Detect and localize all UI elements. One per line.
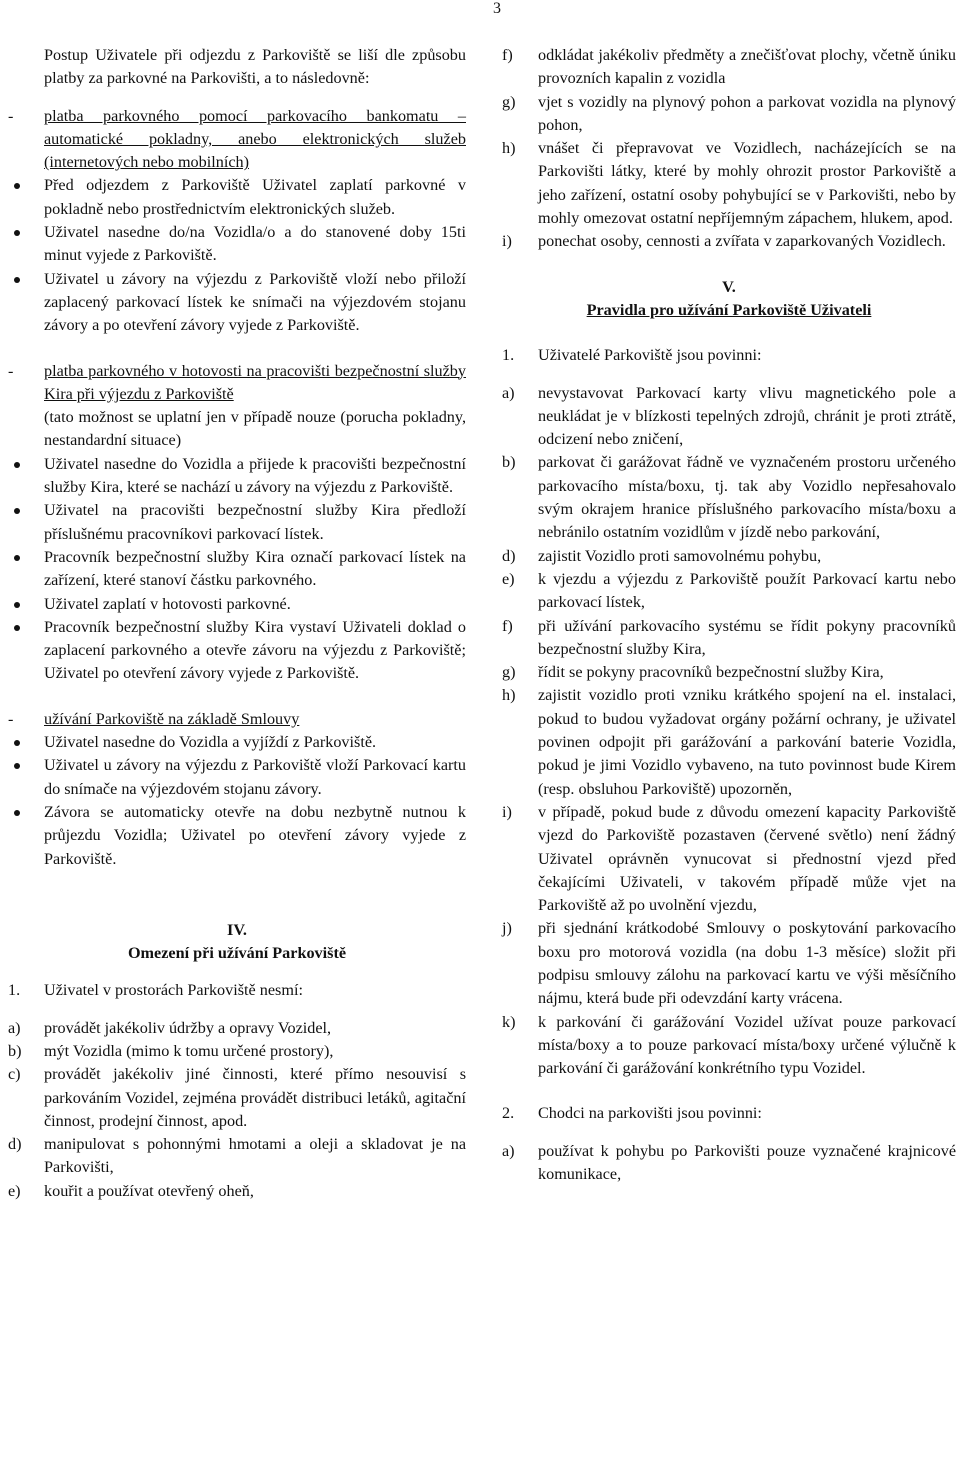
section-card-payment bbox=[8, 105, 466, 175]
list-item: a) používat k pohybu po Parkovišti pouze vyznačené krajnicové komunikace, bbox=[502, 1141, 956, 1184]
bullet-icon bbox=[14, 810, 20, 816]
list-item: a) provádět jakékoliv údržby a opravy Vozidel, bbox=[8, 1018, 332, 1037]
bullet-icon bbox=[14, 462, 20, 468]
bullet-icon bbox=[14, 625, 20, 631]
list-item: h) vnášet či přepravovat ve Vozidlech, nacházejících se na Parkovišti látky, které by mohly ohrozit prostor Parkoviště a jeho zařízení, ostatní osoby pohybující se v Parkovišti, nebo by mohly omezovat ostatní nepříjemným zápachem, hlukem, apod. bbox=[502, 139, 956, 228]
dash-marker: - bbox=[8, 709, 14, 728]
list-item: c) provádět jakékoliv jiné činnosti, které přímo nesouvisí s parkováním Vozidel, zejména provádět distribuci letáků, agitační činnost, prodejní činnost, apod. bbox=[8, 1065, 466, 1130]
list-item: Závora se automaticky otevře na dobu nezbytně nutnou k průjezdu Vozidla; Uživatel po otevření závory vyjede z Parkoviště. bbox=[8, 801, 466, 871]
section-note: (tato možnost se uplatní jen v případě nouze (porucha pokladny, nestandardní situace) bbox=[44, 408, 466, 450]
page-number: 3 bbox=[493, 0, 501, 17]
dash-marker: - bbox=[8, 361, 14, 380]
intro-paragraph: Postup Uživatele při odjezdu z Parkoviště se liší dle způsobu platby za parkovné na Parkovišti, a to následovně: bbox=[44, 46, 466, 88]
list-item: b) mýt Vozidla (mimo k tomu určené prostory), bbox=[8, 1041, 334, 1060]
list-item: Uživatel nasedne do/na Vozidla/o a do stanovené doby 15ti minut vyjede z Parkoviště. bbox=[8, 221, 466, 268]
list-item: Uživatel nasedne do Vozidla a vyjíždí z Parkoviště. bbox=[8, 731, 466, 754]
list-item: a) nevystavovat Parkovací karty vlivu magnetického pole a neukládat je v blízkosti tepelných zdrojů, chránit je proti ztrátě, odcizení nebo zničení, bbox=[502, 383, 956, 449]
bullet-icon bbox=[14, 230, 20, 236]
bullet-icon bbox=[14, 277, 20, 283]
section-contract-use bbox=[8, 708, 466, 731]
bullet-icon bbox=[14, 183, 20, 189]
section-heading-roman: IV. bbox=[227, 920, 247, 939]
list-item: Pracovník bezpečnostní služby Kira označí parkovací lístek na zařízení, které stanoví částku parkovného. bbox=[8, 546, 466, 593]
list-item: k) k parkování či garážování Vozidel užívat pouze parkovací místa/boxy a to pouze parkovací místa/boxy určené výlučně k parkování či garážování konkrétního typu Vozidel. bbox=[502, 1012, 956, 1078]
list-item: Uživatel u závory na výjezdu z Parkoviště vloží Parkovací kartu do snímače na výjezdovém stojanu závory. bbox=[8, 754, 466, 801]
list-item: e) k vjezdu a výjezdu z Parkoviště použít Parkovací kartu nebo parkovací lístek, bbox=[502, 569, 956, 612]
numbered-point: 1. Uživatelé Parkoviště jsou povinni: bbox=[502, 346, 762, 365]
list-item: d) manipulovat s pohonnými hmotami a oleji a skladovat je na Parkovišti, bbox=[8, 1135, 466, 1177]
list-item: b) parkovat či garážovat řádně ve vyznačeném prostoru určeného parkovacího místa/boxu, tj. tak aby Vozidlo nepřesahovalo svým okrajem hranice příslušného parkovacího místa/boxu a nebránilo ostatním vozidlům v jízdě nebo parkování, bbox=[502, 453, 956, 542]
list-item: h) zajistit vozidlo proti vzniku krátkého spojení na el. instalaci, pokud to budou vyžadovat orgány požární ochrany, je uživatel povinen odpojit při garážování a parkování baterie Vozidla, pokud je jimi Vozidlo vybaveno, na tuto povinnost bude Kirem (resp. obsluhou Parkoviště) upozorněn, bbox=[502, 686, 956, 798]
list-item: g) řídit se pokyny pracovníků bezpečnostní služby Kira, bbox=[502, 663, 884, 682]
bullet-icon bbox=[14, 555, 20, 561]
bullet-icon bbox=[14, 602, 20, 608]
numbered-point: 1. Uživatel v prostorách Parkoviště nesmí: bbox=[8, 981, 303, 1000]
numbered-point: 2. Chodci na parkovišti jsou povinni: bbox=[502, 1104, 762, 1123]
bullet-icon bbox=[14, 740, 20, 746]
right-column bbox=[502, 44, 956, 1186]
list-item: Pracovník bezpečnostní služby Kira vystaví Uživateli doklad o zaplacení parkovného a otevře závoru na výjezdu z Parkoviště; Uživatel po otevření závory vyjede z Parkoviště. bbox=[8, 616, 466, 686]
section-heading-title: Omezení při užívání Parkoviště bbox=[127, 944, 347, 963]
section-title: platba parkovného v hotovosti na pracovišti bezpečnostní služby Kira při výjezdu z Parkoviště bbox=[44, 361, 466, 403]
left-column bbox=[8, 44, 466, 1203]
list-item: Uživatel u závory na výjezdu z Parkoviště vloží nebo přiloží zaplacený parkovací lístek ke snímači na výjezdovém stojanu závory a po otevření závory vyjede z Parkoviště. bbox=[8, 268, 466, 338]
list-item: Uživatel zaplatí v hotovosti parkovné. bbox=[8, 593, 466, 616]
bullet-icon bbox=[14, 763, 20, 769]
bullet-icon bbox=[14, 508, 20, 514]
section-title: užívání Parkoviště na základě Smlouvy bbox=[44, 709, 300, 728]
list-item: e) kouřit a používat otevřený oheň, bbox=[8, 1181, 254, 1200]
list-item: j) při sjednání krátkodobé Smlouvy o poskytování parkovacího boxu pro motorová vozidla (na dobu 1-3 měsíce) složit při podpisu smlouvy zálohu na parkovací kartu ve výši měsíčního nájmu, která bude při odevzdání karty vrácena. bbox=[502, 919, 956, 1008]
section-cash-payment bbox=[8, 360, 466, 453]
list-item: f) při užívání parkovacího systému se řídit pokyny pracovníků bezpečnostní služby Kira, bbox=[502, 616, 956, 658]
list-item: i) v případě, pokud bude z důvodu omezení kapacity Parkoviště vjezd do Parkoviště pozastaven (červené světlo) není žádný Uživatel oprávněn vynucovat si přednostní vjezd před čekajícími Uživateli, v takovém případě může vjet na Parkoviště až po uvolnění vjezdu, bbox=[502, 802, 956, 915]
list-item: Uživatel na pracovišti bezpečnostní služby Kira předloží příslušnému pracovníkovi parkovací lístek. bbox=[8, 499, 466, 546]
list-item: i) ponechat osoby, cennosti a zvířata v zaparkovaných Vozidlech. bbox=[502, 232, 946, 251]
section-heading-roman: V. bbox=[722, 277, 736, 296]
list-item: Před odjezdem z Parkoviště Uživatel zaplatí parkovné v pokladně nebo prostřednictvím elektronických služeb. bbox=[8, 174, 466, 221]
section-title: platba parkovného pomocí parkovacího bankomatu – automatické pokladny, anebo elektronických služeb (internetových nebo mobilních) bbox=[44, 106, 466, 172]
dash-marker: - bbox=[8, 106, 14, 125]
list-item: Uživatel nasedne do Vozidla a přijede k pracovišti bezpečnostní služby Kira, které se nachází u závory na výjezdu z Parkoviště. bbox=[8, 453, 466, 500]
list-item: d) zajistit Vozidlo proti samovolnému pohybu, bbox=[502, 546, 822, 565]
list-item: f) odkládat jakékoliv předměty a znečišťovat plochy, včetně úniku provozních kapalin z vozidla bbox=[502, 46, 956, 88]
list-item: g) vjet s vozidly na plynový pohon a parkovat vozidla na plynový pohon, bbox=[502, 92, 956, 134]
section-heading-title: Pravidla pro užívání Parkoviště Uživateli bbox=[586, 300, 872, 319]
